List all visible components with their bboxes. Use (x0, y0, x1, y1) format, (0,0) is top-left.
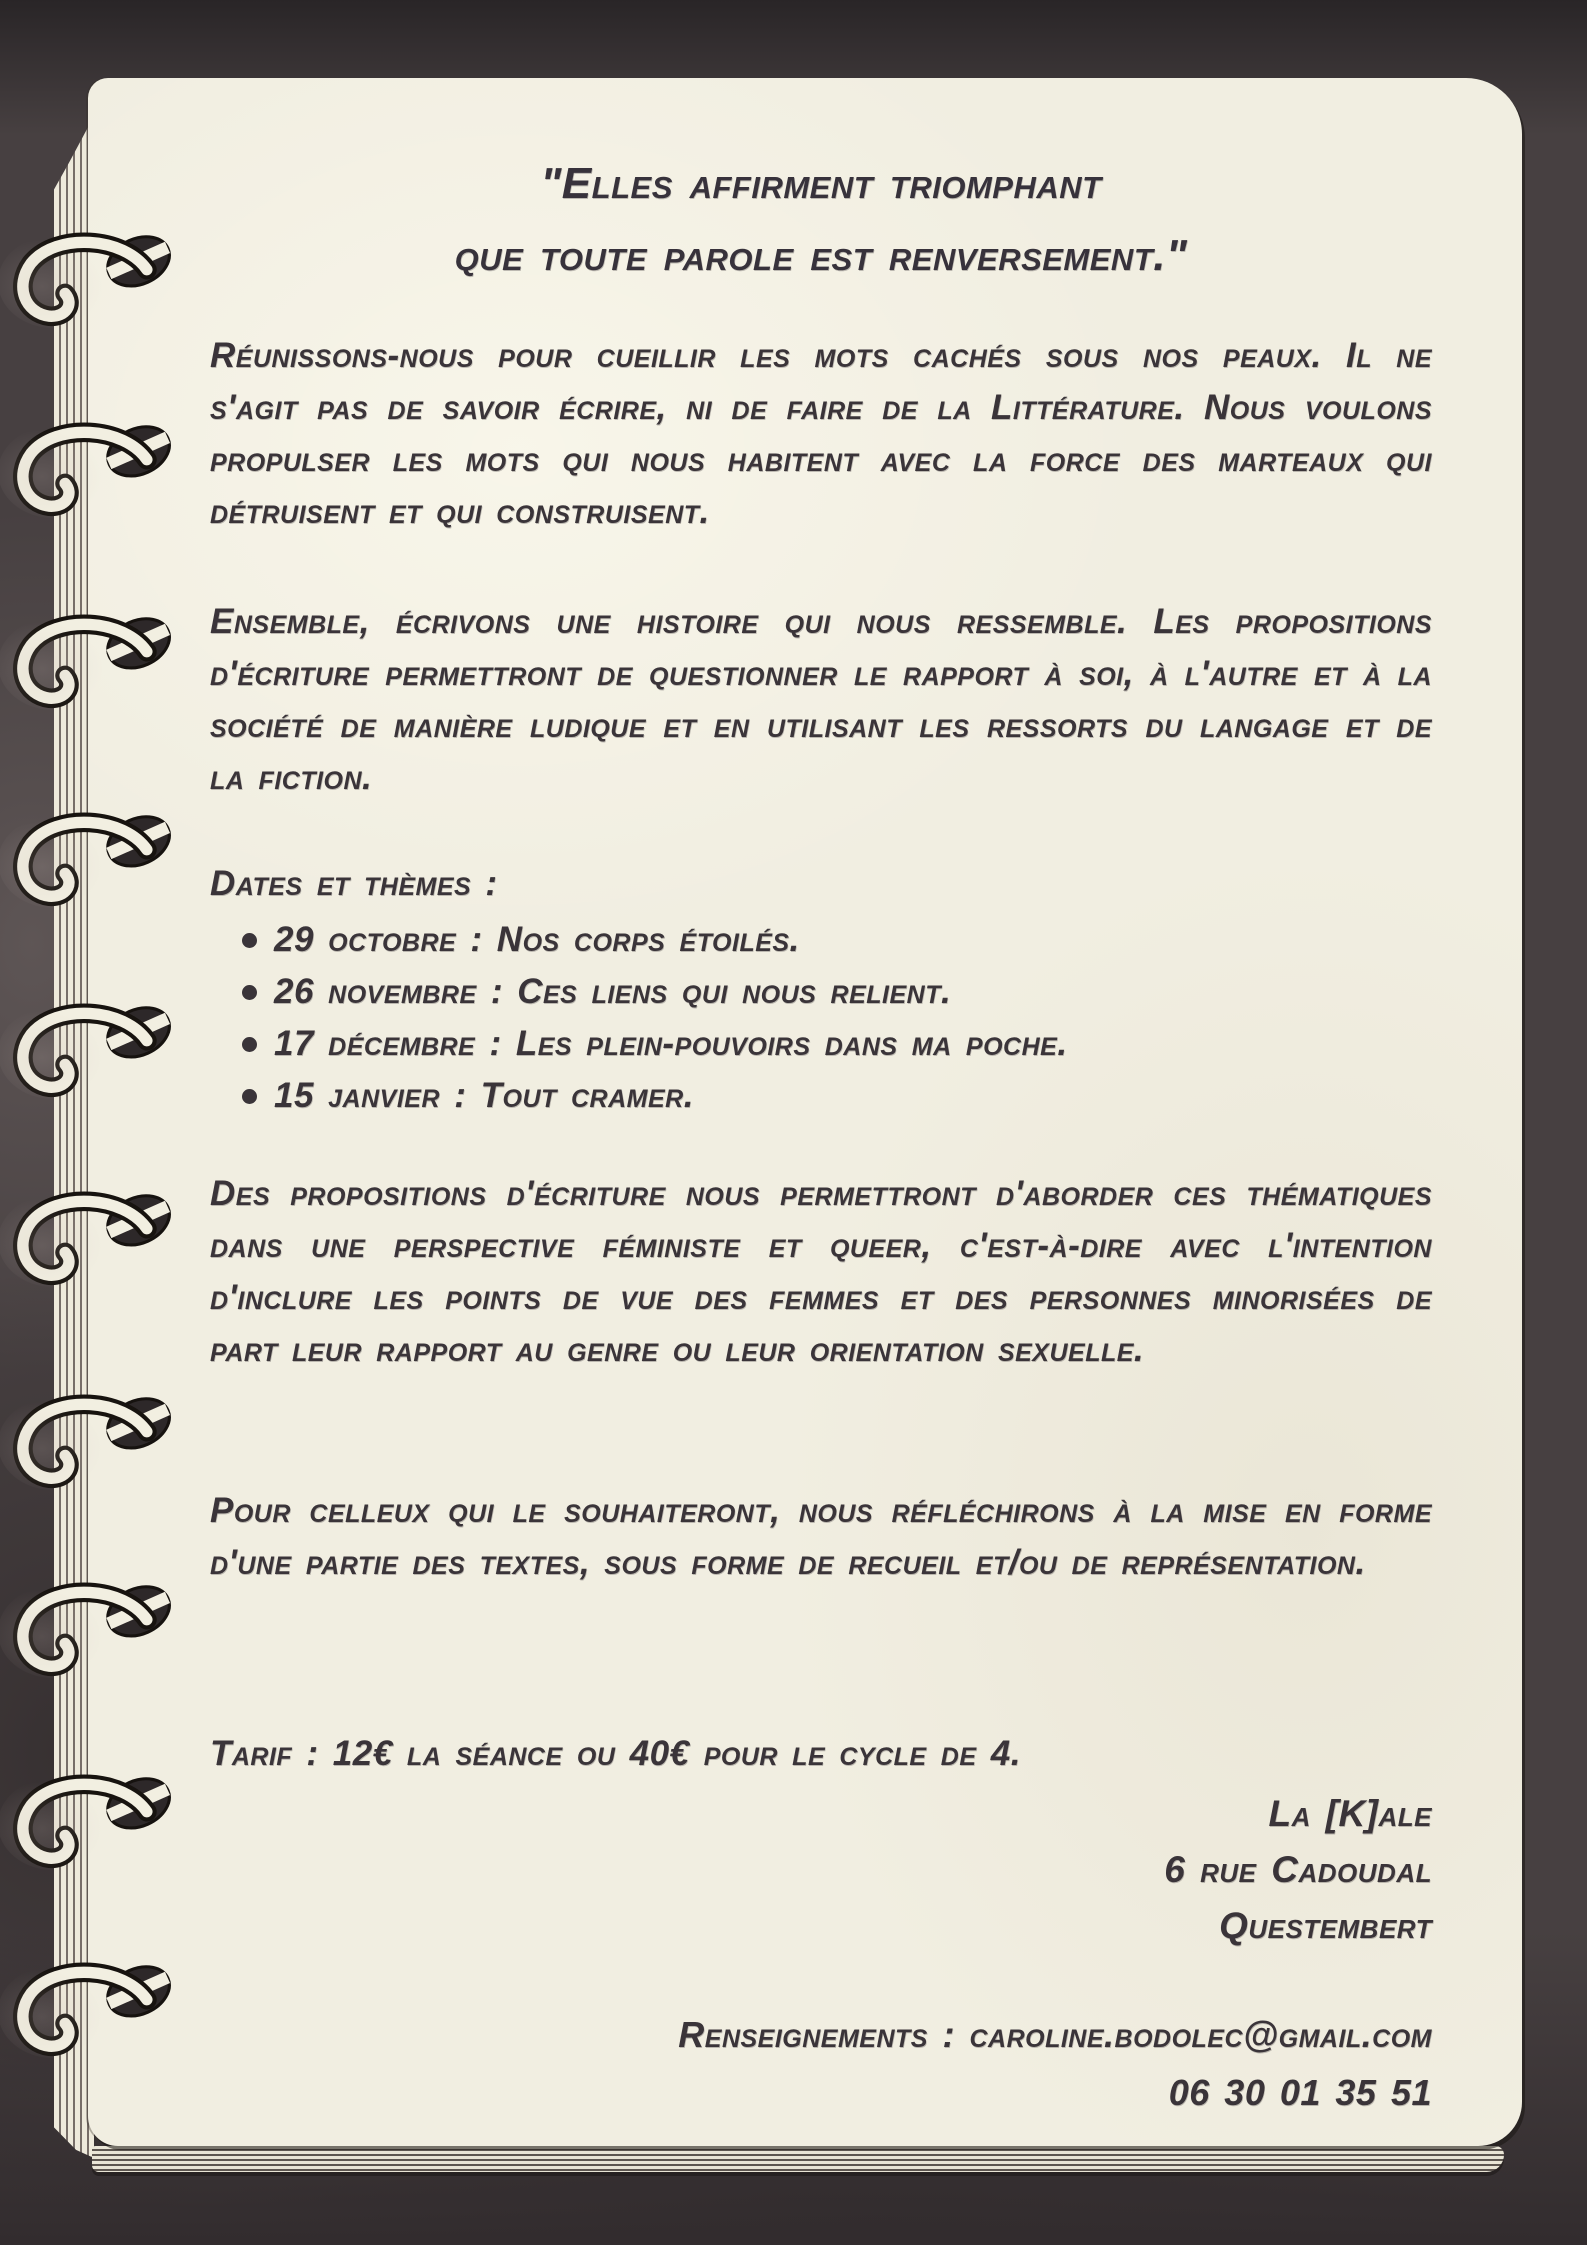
binder-ring (4, 1390, 180, 1494)
address-street: 6 rue Cadoudal (1164, 1849, 1432, 1890)
date-item-label: 15 janvier : Tout cramer. (274, 1076, 694, 1115)
binder-ring (4, 1578, 180, 1682)
signature-block (210, 1786, 1432, 1954)
contact-email-line: Renseignements : caroline.bodolec@gmail.com (678, 2014, 1432, 2055)
binder-ring (4, 228, 180, 332)
organization-name: La [K]ale (1268, 1793, 1432, 1834)
bullet-icon (242, 1037, 257, 1052)
date-item (242, 1070, 1432, 1122)
binder-ring (4, 1958, 180, 2062)
binder-ring (4, 1770, 180, 1874)
bullet-icon (242, 985, 257, 1000)
quote (210, 148, 1432, 292)
notebook-page (88, 78, 1522, 2146)
quote-line-1: "Elles affirment triomphant (540, 159, 1102, 208)
dates-heading: Dates et thèmes : (210, 864, 498, 903)
date-item (242, 1018, 1432, 1070)
binder-ring (4, 610, 180, 714)
dates-list (210, 914, 1432, 1122)
binder-ring (4, 418, 180, 522)
address-city: Questembert (1219, 1905, 1432, 1946)
page-stack-bottom-edge (92, 2146, 1504, 2172)
date-item (242, 914, 1432, 966)
dates-section (210, 858, 1432, 1122)
quote-line-2: que toute parole est renversement." (454, 231, 1188, 280)
tariff-line: Tarif : 12€ la séance ou 40€ pour le cycle de 4. (210, 1734, 1021, 1773)
contact-phone-line: 06 30 01 35 51 (1168, 2072, 1432, 2113)
date-item-label: 29 octobre : Nos corps étoilés. (274, 920, 800, 959)
paragraph-invitation: Réunissons-nous pour cueillir les mots cachés sous nos peaux. Il ne s'agit pas de savoir écrire, ni de faire de la Littérature. Nous voulons propulser les mots qui nous habitent avec la force des marteaux qui détruisent et qui construisent. (210, 336, 1432, 531)
date-item-label: 17 décembre : Les plein-pouvoirs dans ma poche. (274, 1024, 1068, 1063)
paragraph-restitution: Pour celleux qui le souhaiteront, nous réfléchirons à la mise en forme d'une partie des textes, sous forme de recueil et/ou de représentation. (210, 1491, 1432, 1582)
binder-ring (4, 1187, 180, 1291)
paragraph-ensemble: Ensemble, écrivons une histoire qui nous ressemble. Les propositions d'écriture permettront de questionner le rapport à soi, à l'autre et à la société de manière ludique et en utilisant les ressorts du langage et de la fiction. (210, 602, 1432, 797)
bullet-icon (242, 1089, 257, 1104)
paragraph-perspective: Des propositions d'écriture nous permettront d'aborder ces thématiques dans une perspective féministe et queer, c'est-à-dire avec l'intention d'inclure les points de vue des femmes et des personnes minorisées de part leur rapport au genre ou leur orientation sexuelle. (210, 1174, 1432, 1369)
binder-ring (4, 999, 180, 1103)
binder-ring (4, 808, 180, 912)
bullet-icon (242, 933, 257, 948)
contact-block (210, 2006, 1432, 2122)
date-item (242, 966, 1432, 1018)
date-item-label: 26 novembre : Ces liens qui nous relient. (274, 972, 952, 1011)
